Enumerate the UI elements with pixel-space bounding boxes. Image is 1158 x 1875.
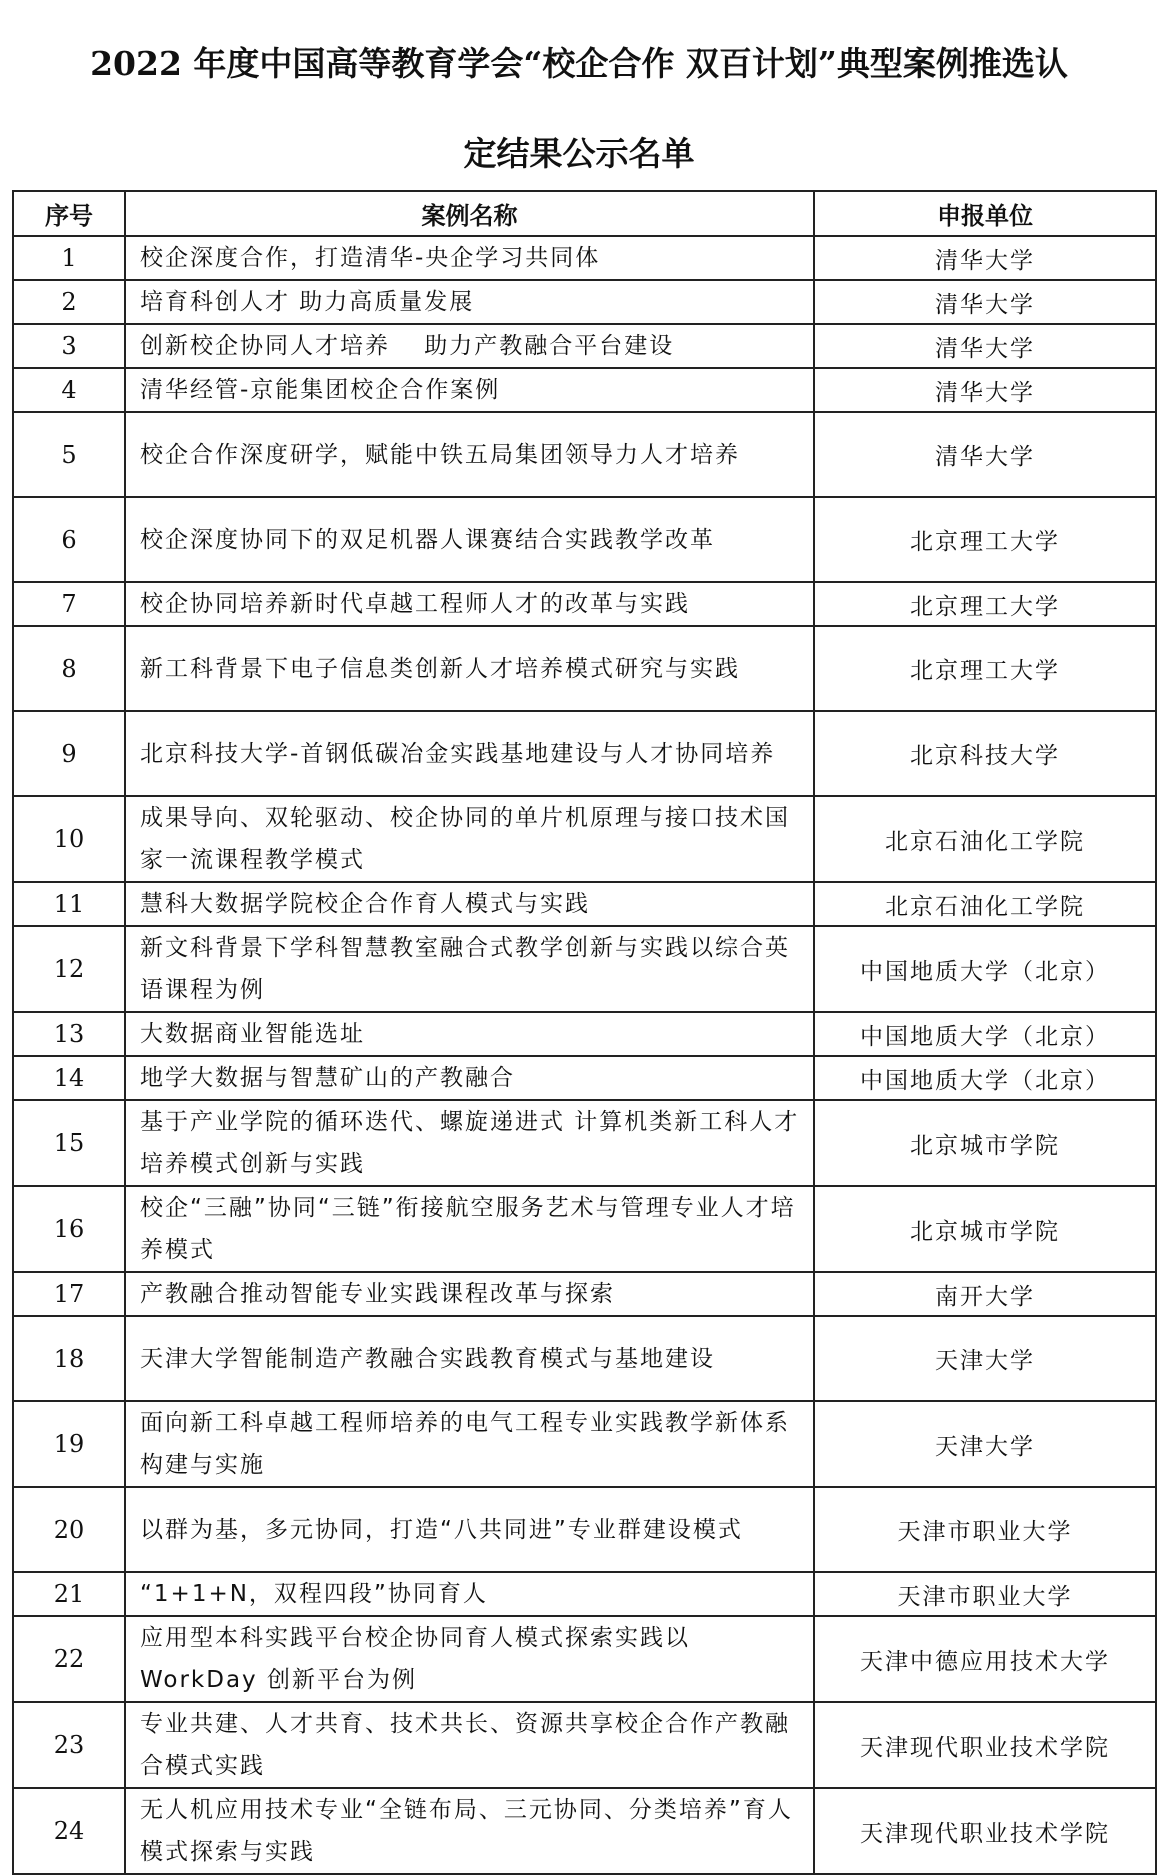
cell-serial-number: 17 (13, 1272, 125, 1316)
cell-serial-number: 20 (13, 1487, 125, 1572)
table-row (13, 796, 1156, 882)
cell-case-name: 新文科背景下学科智慧教室融合式教学创新与实践以综合英语课程为例 (125, 926, 814, 1012)
cell-case-name: 慧科大数据学院校企合作育人模式与实践 (125, 882, 814, 926)
cell-case-name: 校企协同培养新时代卓越工程师人才的改革与实践 (125, 582, 814, 626)
cell-serial-number: 23 (13, 1702, 125, 1788)
cell-applicant-unit: 清华大学 (814, 368, 1156, 412)
table-row (13, 324, 1156, 368)
table-row (13, 1487, 1156, 1572)
cell-case-name: 天津大学智能制造产教融合实践教育模式与基地建设 (125, 1316, 814, 1401)
table-row (13, 1272, 1156, 1316)
cell-case-name: 面向新工科卓越工程师培养的电气工程专业实践教学新体系构建与实施 (125, 1401, 814, 1487)
cell-applicant-unit: 北京城市学院 (814, 1186, 1156, 1272)
table-row (13, 1702, 1156, 1788)
table-row (13, 626, 1156, 711)
cell-case-name: 无人机应用技术专业“全链布局、三元协同、分类培养”育人模式探索与实践 (125, 1788, 814, 1874)
cell-case-name: 校企深度合作，打造清华-央企学习共同体 (125, 236, 814, 280)
cell-applicant-unit: 南开大学 (814, 1272, 1156, 1316)
table-row (13, 1788, 1156, 1874)
cell-applicant-unit: 清华大学 (814, 280, 1156, 324)
cell-serial-number: 21 (13, 1572, 125, 1616)
case-list-table (12, 190, 1157, 1875)
cell-applicant-unit: 北京理工大学 (814, 497, 1156, 582)
cell-applicant-unit: 北京科技大学 (814, 711, 1156, 796)
cell-serial-number: 5 (13, 412, 125, 497)
table-row (13, 1401, 1156, 1487)
cell-applicant-unit: 北京石油化工学院 (814, 796, 1156, 882)
cell-serial-number: 10 (13, 796, 125, 882)
cell-applicant-unit: 中国地质大学（北京） (814, 1012, 1156, 1056)
cell-case-name: 校企合作深度研学，赋能中铁五局集团领导力人才培养 (125, 412, 814, 497)
cell-serial-number: 15 (13, 1100, 125, 1186)
table-row (13, 926, 1156, 1012)
cell-applicant-unit: 清华大学 (814, 236, 1156, 280)
document-title-line-1: 2022 年度中国高等教育学会“校企合作 双百计划”典型案例推选认 (90, 44, 1068, 83)
cell-applicant-unit: 天津市职业大学 (814, 1487, 1156, 1572)
table-row (13, 368, 1156, 412)
cell-case-name: 北京科技大学-首钢低碳冶金实践基地建设与人才协同培养 (125, 711, 814, 796)
cell-applicant-unit: 北京理工大学 (814, 626, 1156, 711)
cell-serial-number: 4 (13, 368, 125, 412)
cell-serial-number: 18 (13, 1316, 125, 1401)
cell-case-name: 地学大数据与智慧矿山的产教融合 (125, 1056, 814, 1100)
cell-case-name: 创新校企协同人才培养 助力产教融合平台建设 (125, 324, 814, 368)
cell-applicant-unit: 天津现代职业技术学院 (814, 1702, 1156, 1788)
cell-case-name: 应用型本科实践平台校企协同育人模式探索实践以WorkDay 创新平台为例 (125, 1616, 814, 1702)
cell-applicant-unit: 北京理工大学 (814, 582, 1156, 626)
cell-case-name: 大数据商业智能选址 (125, 1012, 814, 1056)
cell-serial-number: 3 (13, 324, 125, 368)
table-row (13, 236, 1156, 280)
cell-serial-number: 2 (13, 280, 125, 324)
table-row (13, 1100, 1156, 1186)
cell-case-name: 专业共建、人才共育、技术共长、资源共享校企合作产教融合模式实践 (125, 1702, 814, 1788)
cell-serial-number: 6 (13, 497, 125, 582)
header-applicant-unit: 申报单位 (814, 191, 1156, 236)
cell-case-name: 新工科背景下电子信息类创新人才培养模式研究与实践 (125, 626, 814, 711)
cell-applicant-unit: 北京城市学院 (814, 1100, 1156, 1186)
cell-applicant-unit: 中国地质大学（北京） (814, 1056, 1156, 1100)
cell-case-name: 成果导向、双轮驱动、校企协同的单片机原理与接口技术国家一流课程教学模式 (125, 796, 814, 882)
table-row (13, 1186, 1156, 1272)
cell-serial-number: 12 (13, 926, 125, 1012)
table-row (13, 582, 1156, 626)
table-row (13, 280, 1156, 324)
cell-applicant-unit: 天津中德应用技术大学 (814, 1616, 1156, 1702)
header-serial-number: 序号 (13, 191, 125, 236)
cell-case-name: 校企深度协同下的双足机器人课赛结合实践教学改革 (125, 497, 814, 582)
cell-serial-number: 22 (13, 1616, 125, 1702)
cell-serial-number: 1 (13, 236, 125, 280)
cell-serial-number: 8 (13, 626, 125, 711)
document-title-line-2: 定结果公示名单 (463, 134, 695, 173)
table-row (13, 412, 1156, 497)
cell-serial-number: 19 (13, 1401, 125, 1487)
cell-serial-number: 9 (13, 711, 125, 796)
table-row (13, 711, 1156, 796)
cell-applicant-unit: 天津市职业大学 (814, 1572, 1156, 1616)
header-case-name: 案例名称 (125, 191, 814, 236)
table-row (13, 882, 1156, 926)
cell-case-name: 培育科创人才 助力高质量发展 (125, 280, 814, 324)
cell-applicant-unit: 北京石油化工学院 (814, 882, 1156, 926)
cell-applicant-unit: 清华大学 (814, 324, 1156, 368)
cell-case-name: “1+1+N，双程四段”协同育人 (125, 1572, 814, 1616)
cell-serial-number: 7 (13, 582, 125, 626)
cell-serial-number: 14 (13, 1056, 125, 1100)
table-row (13, 1012, 1156, 1056)
cell-case-name: 清华经管-京能集团校企合作案例 (125, 368, 814, 412)
table-row (13, 1316, 1156, 1401)
cell-case-name: 校企“三融”协同“三链”衔接航空服务艺术与管理专业人才培养模式 (125, 1186, 814, 1272)
cell-applicant-unit: 天津现代职业技术学院 (814, 1788, 1156, 1874)
table-row (13, 1572, 1156, 1616)
cell-case-name: 产教融合推动智能专业实践课程改革与探索 (125, 1272, 814, 1316)
cell-case-name: 以群为基，多元协同，打造“八共同进”专业群建设模式 (125, 1487, 814, 1572)
cell-serial-number: 16 (13, 1186, 125, 1272)
cell-applicant-unit: 中国地质大学（北京） (814, 926, 1156, 1012)
cell-applicant-unit: 天津大学 (814, 1401, 1156, 1487)
table-row (13, 1616, 1156, 1702)
table-row (13, 497, 1156, 582)
cell-serial-number: 11 (13, 882, 125, 926)
cell-applicant-unit: 清华大学 (814, 412, 1156, 497)
cell-serial-number: 24 (13, 1788, 125, 1874)
cell-applicant-unit: 天津大学 (814, 1316, 1156, 1401)
cell-case-name: 基于产业学院的循环迭代、螺旋递进式 计算机类新工科人才培养模式创新与实践 (125, 1100, 814, 1186)
table-row (13, 1056, 1156, 1100)
cell-serial-number: 13 (13, 1012, 125, 1056)
table-header-row (13, 191, 1156, 236)
